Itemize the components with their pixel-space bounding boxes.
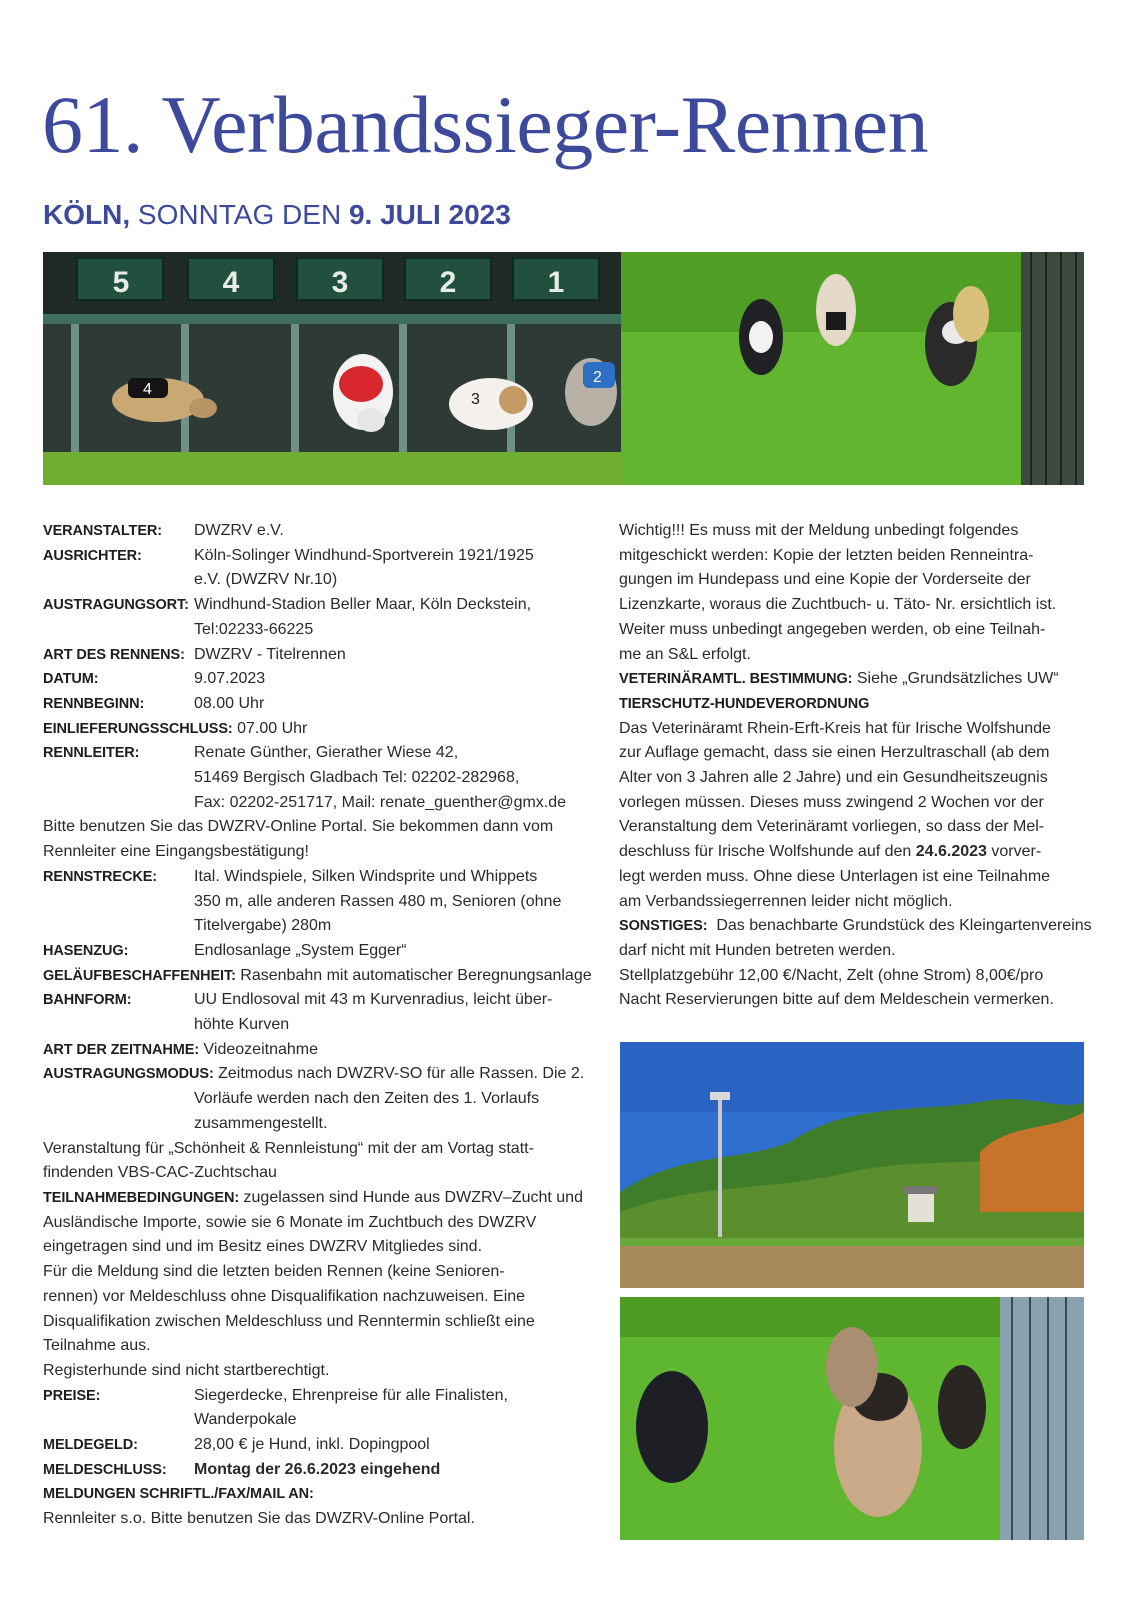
subtitle-date: 9. JULI 2023 (348, 199, 511, 230)
row-gelaeufbeschaffenheit (43, 964, 592, 989)
value-veterinaer: Siehe „Grundsätzliches UW“ (852, 670, 1059, 688)
row-art-des-rennens (43, 643, 583, 668)
value-datum: 9.07.2023 (194, 670, 266, 688)
box-number-5: 5 (112, 266, 130, 299)
photo-starting-boxes (43, 252, 621, 485)
row-meldungen (43, 1482, 583, 1507)
stellplatz-line-1: Stellplatzgebühr 12,00 €/Nacht, Zelt (ohne Strom) 8,00€/pro (619, 966, 1044, 984)
box-number-1: 1 (547, 266, 565, 299)
row-rennleiter (43, 741, 583, 766)
value-rennstrecke: Ital. Windspiele, Silken Windsprite und Whippets (194, 867, 538, 885)
value-sonstiges: Das benachbarte Grundstück des Kleingartenvereins (707, 917, 1092, 935)
online-note-line-2: Rennleiter eine Eingangsbestätigung! (43, 843, 309, 861)
value-bahnform-2: höhte Kurven (194, 1016, 290, 1034)
wichtig-line-3: gungen im Hundepass und eine Kopie der Vorderseite der (619, 571, 1031, 589)
photo-stadium (620, 1042, 1084, 1288)
value-einlieferungsschluss: 07.00 Uhr (232, 719, 308, 737)
value-austragungsmodus: Zeitmodus nach DWZRV-SO für alle Rassen. Die 2. (213, 1065, 585, 1083)
row-einlieferungsschluss (43, 717, 583, 742)
value-ausrichter-2: e.V. (DWZRV Nr.10) (194, 571, 338, 589)
label-bahnform: BAHNFORM: (43, 992, 132, 1009)
afghan-hound-rear (826, 1327, 878, 1407)
teilnahme-line-3: eingetragen sind und im Besitz eines DWZRV Mitgliedes sind. (43, 1238, 483, 1256)
label-rennstrecke: RENNSTRECKE: (43, 868, 158, 885)
tierschutz-line-8: am Verbandssiegerrennen leider nicht möglich. (619, 892, 953, 910)
tierschutz-line-6 (619, 840, 1084, 865)
row-veranstalter (43, 519, 583, 544)
box-number-2: 2 (439, 266, 457, 299)
value-rennleiter-2: 51469 Bergisch Gladbach Tel: 02202-282968, (194, 769, 520, 787)
row-hasenzug (43, 939, 583, 964)
row-teilnahmebedingungen (43, 1186, 583, 1211)
row-ausrichter (43, 544, 583, 569)
running-dog-2 (816, 274, 856, 346)
dog-3 (449, 378, 533, 430)
meldung-line-3: Disqualifikation zwischen Meldeschluss und Renntermin schließt eine (43, 1312, 535, 1330)
label-gelaeufbeschaffenheit: GELÄUFBESCHAFFENHEIT: (43, 967, 236, 984)
row-veterinaer (619, 667, 1084, 692)
label-preise: PREISE: (43, 1387, 101, 1404)
row-rennbeginn (43, 692, 583, 717)
afghan-hound-dark (938, 1365, 986, 1449)
label-datum: DATUM: (43, 671, 99, 688)
wichtig-line-1: Wichtig!!! Es muss mit der Meldung unbedingt folgendes (619, 522, 1019, 539)
value-rennbeginn: 08.00 Uhr (194, 694, 265, 712)
value-art-der-zeitnahme: Videozeitnahme (199, 1040, 318, 1058)
teilnahme-line-2: Ausländische Importe, sowie sie 6 Monate im Zuchtbuch des DWZRV (43, 1213, 537, 1231)
value-austragungsort-tel: Tel:02233-66225 (194, 620, 314, 638)
tierschutz-line-7: legt werden muss. Ohne diese Unterlagen ist eine Teilnahme (619, 867, 1051, 885)
row-austragungsort (43, 593, 583, 618)
wichtig-line-2: mitgeschickt werden: Kopie der letzten beiden Renneintra- (619, 546, 1034, 564)
dog-number-3: 3 (471, 391, 480, 408)
veranstaltung-line-1: Veranstaltung für „Schönheit & Rennleistung“ mit der am Vortag statt- (43, 1139, 534, 1157)
meldung-line-4: Teilnahme aus. (43, 1337, 151, 1355)
value-austragungsort: Windhund-Stadion Beller Maar, Köln Deckstein, (194, 596, 532, 614)
value-rennstrecke-3: Titelvergabe) 280m (194, 917, 332, 935)
label-veranstalter: VERANSTALTER: (43, 523, 162, 539)
veranstaltung-line-2: findenden VBS-CAC-Zuchtschau (43, 1164, 277, 1182)
event-date-subtitle (43, 199, 511, 231)
label-austragungsmodus: AUSTRAGUNGSMODUS: (43, 1066, 214, 1083)
page-title: 61. Verbandssieger-Rennen (42, 79, 929, 170)
dog-number-2: 2 (593, 369, 602, 386)
label-sonstiges: SONSTIGES: (619, 918, 708, 935)
box-number-3: 3 (331, 266, 349, 299)
value-preise-2: Wanderpokale (194, 1411, 297, 1429)
label-ausrichter: AUSRICHTER: (43, 547, 142, 564)
row-sonstiges (619, 914, 1092, 939)
row-meldeschluss (43, 1458, 583, 1483)
row-rennstrecke (43, 865, 583, 890)
label-rennbeginn: RENNBEGINN: (43, 695, 145, 712)
wichtig-line-6: me an S&L erfolgt. (619, 645, 751, 663)
value-austragungsmodus-3: zusammengestellt. (194, 1114, 328, 1132)
value-rennleiter: Renate Günther, Gierather Wiese 42, (194, 744, 459, 762)
tierschutz-line-6-end: vorver- (986, 843, 1042, 861)
label-meldegeld: MELDEGELD: (43, 1437, 138, 1454)
dog-2 (565, 358, 617, 426)
value-hasenzug: Endlosanlage „System Egger“ (194, 941, 407, 959)
stellplatz-line-2: Nacht Reservierungen bitte auf dem Meldeschein vermerken. (619, 991, 1054, 1009)
label-teilnahmebedingungen: TEILNAHMEBEDINGUNGEN: (43, 1189, 240, 1206)
registerhunde-note: Registerhunde sind nicht startberechtigt. (43, 1361, 330, 1379)
box-number-4: 4 (222, 266, 240, 299)
row-datum (43, 667, 583, 692)
row-bahnform (43, 988, 583, 1013)
meldung-line-2: rennen) vor Meldeschluss ohne Disqualifikation nachzuweisen. Eine (43, 1287, 526, 1305)
value-meldungen: Rennleiter s.o. Bitte benutzen Sie das DWZRV-Online Portal. (43, 1510, 475, 1528)
label-austragungsort: AUSTRAGUNGSORT: (43, 597, 189, 614)
row-art-der-zeitnahme (43, 1038, 583, 1063)
photo-dogs-running (621, 252, 1084, 485)
value-gelaeufbeschaffenheit: Rasenbahn mit automatischer Beregnungsanlage (235, 966, 592, 984)
sonstiges-line-2: darf nicht mit Hunden betreten werden. (619, 941, 896, 959)
value-preise: Siegerdecke, Ehrenpreise für alle Finalisten, (194, 1386, 508, 1404)
row-meldegeld (43, 1433, 583, 1458)
label-meldungen: MELDUNGEN SCHRIFTL./FAX/MAIL AN: (43, 1486, 314, 1503)
tierschutz-line-3: Alter von 3 Jahren alle 2 Jahre) und ein Gesundheitszeugnis (619, 769, 1048, 787)
label-veterinaer: VETERINÄRAMTL. BESTIMMUNG: (619, 671, 853, 688)
label-art-des-rennens: ART DES RENNENS: (43, 646, 185, 663)
tierschutz-line-5: Veranstaltung dem Veterinäramt vorliegen, so dass der Mel- (619, 818, 1045, 836)
tierschutz-deadline: 24.6.2023 (915, 843, 987, 861)
afghan-hound-black (636, 1371, 708, 1483)
wichtig-line-4: Lizenzkarte, woraus die Zuchtbuch- u. Täto- Nr. ersichtlich ist. (619, 596, 1057, 614)
start-box-numbers (77, 258, 599, 300)
running-dog-1 (739, 299, 783, 375)
wichtig-line-5: Weiter muss unbedingt angegeben werden, ob eine Teilnah- (619, 620, 1046, 638)
value-art-des-rennens: DWZRV - Titelrennen (194, 645, 346, 663)
tierschutz-line-6-start: deschluss für Irische Wolfshunde auf den (619, 843, 916, 861)
row-austragungsmodus (43, 1062, 583, 1087)
value-meldegeld: 28,00 € je Hund, inkl. Dopingpool (194, 1436, 430, 1454)
value-bahnform: UU Endlosoval mit 43 m Kurvenradius, leicht über- (194, 991, 553, 1009)
label-art-der-zeitnahme: ART DER ZEITNAHME: (43, 1041, 200, 1058)
label-tierschutz: TIERSCHUTZ-HUNDEVERORDNUNG (619, 695, 870, 712)
label-meldeschluss: MELDESCHLUSS: (43, 1461, 167, 1478)
right-column (619, 519, 1092, 1013)
value-teilnahmebedingungen: zugelassen sind Hunde aus DWZRV–Zucht und (239, 1188, 583, 1206)
tierschutz-line-2: zur Auflage gemacht, dass sie einen Herzultraschall (ab dem (619, 744, 1050, 762)
value-meldeschluss: Montag der 26.6.2023 eingehend (194, 1460, 441, 1478)
value-austragungsmodus-2: Vorläufe werden nach den Zeiten des 1. Vorlaufs (194, 1090, 540, 1108)
value-ausrichter: Köln-Solinger Windhund-Sportverein 1921/1925 (194, 546, 534, 564)
row-preise (43, 1384, 583, 1409)
photo-afghan-hounds (620, 1297, 1084, 1540)
running-dog-4 (953, 286, 989, 342)
value-rennleiter-3: Fax: 02202-251717, Mail: renate_guenther@gmx.de (194, 793, 567, 811)
label-einlieferungsschluss: EINLIEFERUNGSSCHLUSS: (43, 720, 233, 737)
dog-number-4: 4 (143, 381, 152, 398)
tierschutz-line-1: Das Veterinäramt Rhein-Erft-Kreis hat für Irische Wolfshunde (619, 719, 1051, 737)
label-hasenzug: HASENZUG: (43, 942, 129, 959)
subtitle-city: KÖLN, (43, 199, 131, 230)
meldung-line-1: Für die Meldung sind die letzten beiden Rennen (keine Senioren- (43, 1263, 505, 1281)
value-rennstrecke-2: 350 m, alle anderen Rassen 480 m, Senioren (ohne (194, 892, 562, 910)
online-note-line-1: Bitte benutzen Sie das DWZRV-Online Portal. Sie bekommen dann vom (43, 818, 554, 836)
tierschutz-line-4: vorlegen müssen. Dieses muss zwingend 2 Wochen vor der (619, 793, 1044, 811)
label-rennleiter: RENNLEITER: (43, 745, 140, 762)
left-column (43, 519, 592, 1532)
value-veranstalter: DWZRV e.V. (194, 522, 284, 539)
subtitle-day: SONNTAG DEN (130, 199, 349, 230)
